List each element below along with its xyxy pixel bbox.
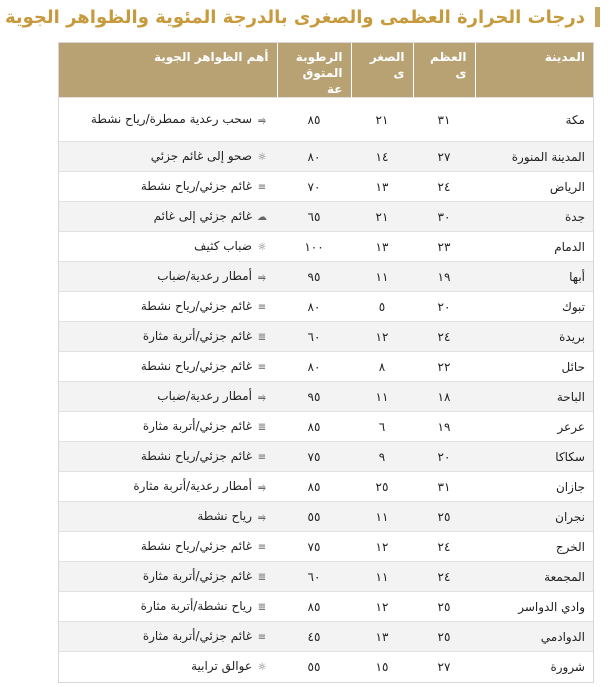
cell-min: ١٣ [351, 622, 413, 652]
cell-phenomena [59, 622, 277, 652]
cell-phenomena-text: غائم جزئي/رياح نشطة [140, 298, 252, 313]
cell-city: حائل [475, 352, 593, 382]
cell-phenomena-text: سحب رعدية ممطرة/رياح نشطة [90, 111, 252, 126]
cell-humidity: ٨٥ [277, 472, 351, 502]
cell-max: ٣٠ [413, 202, 475, 232]
cell-max: ١٩ [413, 412, 475, 442]
cell-humidity: ٨٥ [277, 412, 351, 442]
cell-city: شرورة [475, 652, 593, 682]
cell-phenomena-text: غائم جزئي/أتربة مثارة [142, 328, 252, 343]
cell-min: ١٢ [351, 532, 413, 562]
cell-humidity: ٥٥ [277, 502, 351, 532]
table-row [59, 232, 593, 262]
cell-city: الباحة [475, 382, 593, 412]
table-row [59, 442, 593, 472]
cell-phenomena-text: غائم جزئي إلى غائم [153, 208, 252, 223]
cell-city: بريدة [475, 322, 593, 352]
cell-city: وادي الدواسر [475, 592, 593, 622]
title-accent-bar [595, 7, 600, 27]
weather-table [59, 43, 593, 682]
cell-min: ٢١ [351, 202, 413, 232]
table-row [59, 502, 593, 532]
table-row [59, 202, 593, 232]
cell-phenomena [59, 352, 277, 382]
cell-city: الدمام [475, 232, 593, 262]
cell-min: ١١ [351, 382, 413, 412]
cell-city: نجران [475, 502, 593, 532]
cell-max: ١٨ [413, 382, 475, 412]
wind-icon: ⥤ [258, 114, 266, 126]
cell-phenomena-text: أمطار رعدية/ضباب [157, 388, 252, 403]
cell-max: ٢٧ [413, 142, 475, 172]
cell-city: المجمعة [475, 562, 593, 592]
dust-icon: ≣ [257, 331, 267, 343]
cell-phenomena-text: غائم جزئي/رياح نشطة [140, 178, 252, 193]
weather-table-container [58, 42, 594, 683]
cell-min: ٢١ [351, 98, 413, 142]
cell-max: ٢٠ [413, 292, 475, 322]
table-row [59, 652, 593, 682]
cell-city: مكة [475, 98, 593, 142]
cell-city: الرياض [475, 172, 593, 202]
wind-icon: ⥤ [258, 391, 266, 403]
cell-humidity: ٩٥ [277, 382, 351, 412]
cell-city: تبوك [475, 292, 593, 322]
haze-icon: ≡ [257, 181, 267, 193]
table-row [59, 352, 593, 382]
cell-min: ٦ [351, 412, 413, 442]
cell-min: ١٢ [351, 592, 413, 622]
table-row [59, 172, 593, 202]
cell-humidity: ٧٥ [277, 442, 351, 472]
cell-phenomena-text: رياح نشطة [197, 508, 252, 523]
cell-phenomena [59, 532, 277, 562]
haze-icon: ≡ [257, 301, 267, 313]
cell-phenomena-text: غائم جزئي/رياح نشطة [140, 538, 252, 553]
header-max: العظم ى [413, 43, 475, 98]
table-row [59, 532, 593, 562]
sun-icon: ☼ [257, 151, 267, 163]
page-header [4, 6, 600, 28]
table-row [59, 262, 593, 292]
cell-phenomena [59, 652, 277, 682]
dust-icon: ≣ [257, 601, 267, 613]
cell-phenomena-text: ضباب كثيف [194, 238, 252, 253]
cell-humidity: ٩٥ [277, 262, 351, 292]
cell-phenomena [59, 292, 277, 322]
cell-min: ٥ [351, 292, 413, 322]
cell-min: ١٢ [351, 322, 413, 352]
cell-max: ٣١ [413, 98, 475, 142]
cell-max: ١٩ [413, 262, 475, 292]
table-row [59, 322, 593, 352]
cell-min: ١١ [351, 502, 413, 532]
cell-phenomena [59, 562, 277, 592]
cell-phenomena-text: صحو إلى غائم جزئي [150, 148, 252, 163]
cell-city: جازان [475, 472, 593, 502]
cell-city: عرعر [475, 412, 593, 442]
cell-max: ٢٠ [413, 442, 475, 472]
haze-icon: ≡ [257, 451, 267, 463]
cell-humidity: ٧٠ [277, 172, 351, 202]
cell-humidity: ٨٥ [277, 592, 351, 622]
cell-min: ١٤ [351, 142, 413, 172]
cell-phenomena-text: عوالق ترابية [191, 658, 252, 673]
cell-humidity: ٦٠ [277, 322, 351, 352]
cell-phenomena [59, 322, 277, 352]
cell-max: ٢٥ [413, 622, 475, 652]
cell-phenomena-text: غائم جزئي/أتربة مثارة [142, 418, 252, 433]
cell-phenomena [59, 412, 277, 442]
wind-icon: ⥤ [258, 271, 266, 283]
cell-max: ٢٤ [413, 322, 475, 352]
table-row [59, 412, 593, 442]
table-row [59, 142, 593, 172]
haze-icon: ≡ [257, 541, 267, 553]
wind-icon: ⥤ [258, 481, 266, 493]
table-row [59, 382, 593, 412]
cell-phenomena [59, 98, 277, 142]
table-header-row [59, 43, 593, 98]
cell-phenomena [59, 142, 277, 172]
table-body [59, 98, 593, 682]
cell-humidity: ٦٥ [277, 202, 351, 232]
table-row [59, 622, 593, 652]
table-row [59, 562, 593, 592]
cell-min: ٨ [351, 352, 413, 382]
cell-city: الخرج [475, 532, 593, 562]
cell-phenomena-text: غائم جزئي/رياح نشطة [140, 448, 252, 463]
cell-phenomena [59, 382, 277, 412]
cell-phenomena [59, 172, 277, 202]
cell-humidity: ٧٥ [277, 532, 351, 562]
haze-icon: ≡ [257, 631, 267, 643]
cell-city: المدينة المنورة [475, 142, 593, 172]
cell-phenomena-text: أمطار رعدية/ضباب [157, 268, 252, 283]
cell-phenomena-text: غائم جزئي/أتربة مثارة [142, 568, 252, 583]
header-phenomena: أهم الظواهر الجوية [59, 43, 277, 98]
dust-icon: ≣ [257, 571, 267, 583]
cell-phenomena-text: غائم جزئي/أتربة مثارة [142, 628, 252, 643]
cell-min: ٩ [351, 442, 413, 472]
cell-phenomena-text: رياح نشطة/أتربة مثارة [140, 598, 252, 613]
cell-phenomena [59, 472, 277, 502]
cell-min: ٢٥ [351, 472, 413, 502]
cell-max: ٢٥ [413, 592, 475, 622]
header-city: المدينة [475, 43, 593, 98]
cell-humidity: ١٠٠ [277, 232, 351, 262]
cell-max: ٢٧ [413, 652, 475, 682]
cell-min: ١٥ [351, 652, 413, 682]
cell-humidity: ٨٠ [277, 292, 351, 322]
cell-humidity: ٨٥ [277, 98, 351, 142]
cell-phenomena [59, 592, 277, 622]
cell-min: ١٣ [351, 232, 413, 262]
cell-max: ٢٤ [413, 532, 475, 562]
cell-min: ١١ [351, 562, 413, 592]
cloud-icon: ☁ [257, 211, 267, 223]
cell-max: ٢٣ [413, 232, 475, 262]
cell-humidity: ٦٠ [277, 562, 351, 592]
cell-humidity: ٥٥ [277, 652, 351, 682]
table-row [59, 472, 593, 502]
cell-phenomena [59, 202, 277, 232]
table-row [59, 592, 593, 622]
sun-icon: ☼ [257, 661, 267, 673]
header-humidity: الرطوبة المتوق عة [277, 43, 351, 98]
cell-max: ٢٢ [413, 352, 475, 382]
cell-min: ١١ [351, 262, 413, 292]
cell-max: ٣١ [413, 472, 475, 502]
table-row [59, 292, 593, 322]
header-min: الصغر ى [351, 43, 413, 98]
cell-phenomena [59, 232, 277, 262]
wind-icon: ⥤ [258, 511, 266, 523]
cell-min: ١٣ [351, 172, 413, 202]
cell-city: جدة [475, 202, 593, 232]
cell-humidity: ٨٠ [277, 352, 351, 382]
cell-phenomena-text: أمطار رعدية/أتربة مثارة [133, 478, 252, 493]
haze-icon: ≡ [257, 361, 267, 373]
table-row [59, 98, 593, 142]
page-title: درجات الحرارة العظمى والصغرى بالدرجة المئوية والظواهر الجوية [4, 6, 585, 28]
cell-max: ٢٥ [413, 502, 475, 532]
cell-city: سكاكا [475, 442, 593, 472]
cell-city: أبها [475, 262, 593, 292]
cell-humidity: ٤٥ [277, 622, 351, 652]
cell-city: الدوادمي [475, 622, 593, 652]
sun-icon: ☼ [257, 241, 267, 253]
cell-phenomena [59, 502, 277, 532]
cell-phenomena-text: غائم جزئي/رياح نشطة [140, 358, 252, 373]
cell-phenomena [59, 442, 277, 472]
cell-max: ٢٤ [413, 172, 475, 202]
dust-icon: ≣ [257, 421, 267, 433]
cell-max: ٢٤ [413, 562, 475, 592]
cell-phenomena [59, 262, 277, 292]
cell-humidity: ٨٠ [277, 142, 351, 172]
